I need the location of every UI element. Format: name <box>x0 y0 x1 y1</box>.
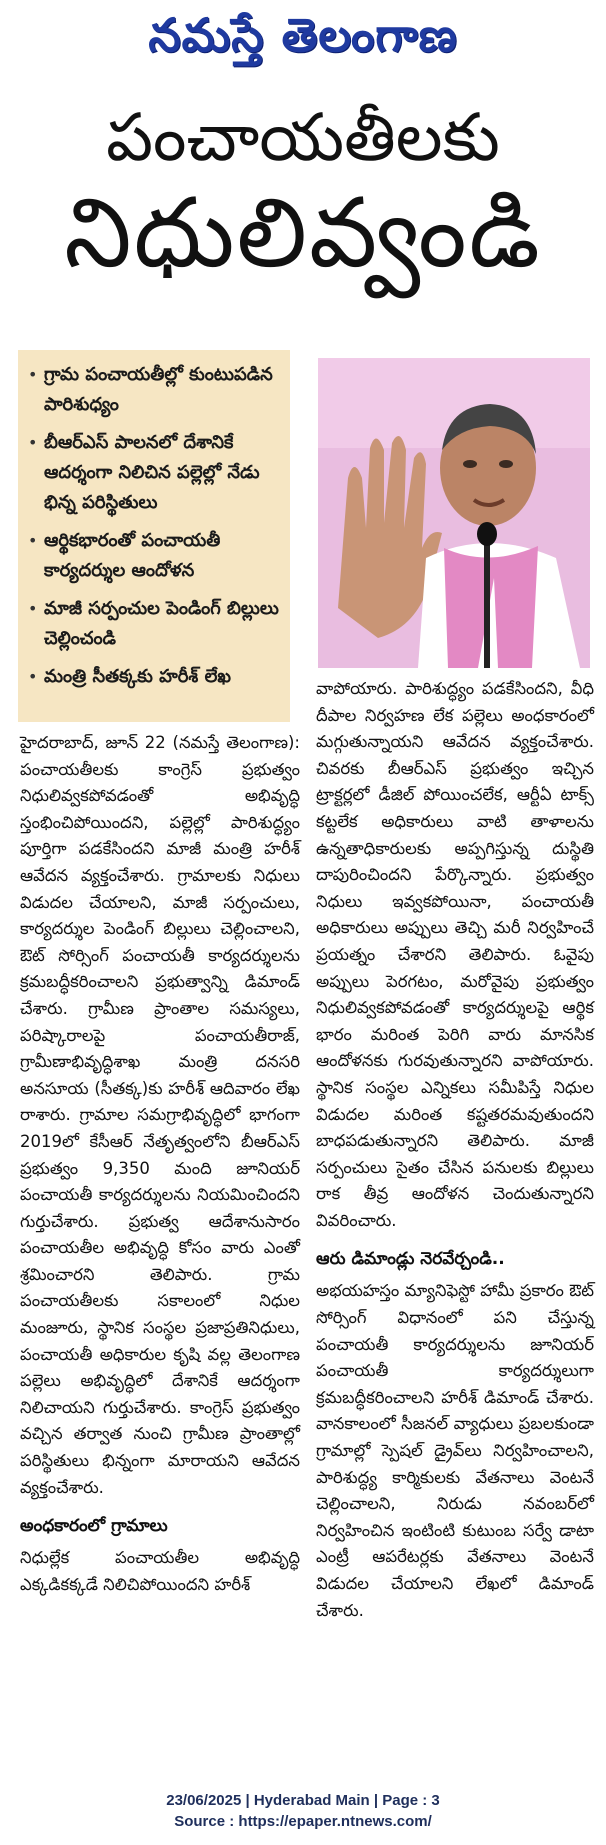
harish-photo <box>318 358 590 668</box>
portrait-illustration <box>318 358 590 668</box>
bullet-icon: • <box>28 599 38 618</box>
article-column-left <box>20 730 300 1598</box>
highlight-item <box>28 360 280 420</box>
bullet-icon: • <box>28 365 38 384</box>
highlight-text: మంత్రి సీతక్కకు హరీశ్ లేఖ <box>44 666 231 687</box>
article-subheading: ఆరు డిమాండ్లు నెరవేర్చండి.. <box>316 1249 505 1270</box>
highlight-text: బీఆర్ఎస్ పాలనలో దేశానికే ఆదర్శంగా నిలిచిన పల్లెల్లో నేడు భిన్న పరిస్థితులు <box>44 432 260 513</box>
highlights-box <box>18 350 290 722</box>
footer-source: Source : https://epaper.ntnews.com/ <box>174 1813 432 1830</box>
bullet-icon: • <box>28 433 38 452</box>
highlight-item <box>28 428 280 518</box>
article-paragraph: అభయహస్తం మ్యానిఫెస్టో హామీ ప్రకారం ఔట్ సోర్సింగ్ విధానంలో పని చేస్తున్న పంచాయతీ కార్యదర్శులను జూనియర్ పంచాయతీ కార్యదర్శులుగా క్రమబద్ధీకరించాలని హరీశ్ డిమాండ్ చేశారు. వానకాలంలో సీజనల్ వ్యాధులు ప్రబలకుండా గ్రామాల్లో స్పెషల్ డ్రైవ్‌లు నిర్వహించాలని, పారిశుద్ధ్య కార్మికులకు వేతనాలు వెంటనే చెల్లించాలని, నిరుడు నవంబర్‌లో నిర్వహించిన ఇంటింటి కుటుంబ సర్వే డాటా ఎంట్రీ ఆపరేటర్లకు వేతనాలు వెంటనే విడుదల చేయాలని లేఖలో డిమాండ్ చేశారు. <box>316 1281 594 1620</box>
article-subheading: అంధకారంలో గ్రామాలు <box>20 1516 168 1537</box>
bullet-icon: • <box>28 667 38 686</box>
article-paragraph: వాపోయారు. పారిశుద్ధ్యం పడకేసిందని, వీధి దీపాల నిర్వహణ లేక పల్లెలు అంధకారంలో మగ్గుతున్నాయని ఆవేదన వ్యక్తంచేశారు. చివరకు బీఆర్ఎస్ ప్రభుత్వం ఇచ్చిన ట్రాక్టర్లలో డీజిల్ పోయించలేక, ఆర్టీఏ టాక్స్ కట్టలేక అధికారులు వాటి తాళాలను ఉన్నతాధికారులకు అప్పగిస్తున్న దుస్థితి దాపురించిందని పేర్కొన్నారు. ప్రభుత్వం నిధులు ఇవ్వకపోయినా, పంచాయతీ అధికారులు అప్పులు తెచ్చి మరీ నిర్వహించే ప్రయత్నం చేశారని తెలిపారు. ఓవైపు అప్పులు పెరగటం, మరోవైపు ప్రభుత్వం నిధులివ్వకపోవడంతో కార్యదర్శులపై ఆర్థిక భారం మరింత పెరిగి వారు మానసిక ఆందోళనకు గురవుతున్నారని వాపోయారు. స్థానిక సంస్థల ఎన్నికలు సమీపిస్తే నిధుల విడుదల మరింత కష్టతరమవుతుందని బాధపడుతున్నారని తెలిపారు. మాజీ సర్పంచులు సైతం చేసిన పనులకు బిల్లులు రాక తీవ్ర ఆందోళన చెందుతున్నారని వివరించారు. <box>316 679 594 1230</box>
headline-line2: నిధులివ్వండి <box>64 177 542 289</box>
article-paragraph: హైదరాబాద్, జూన్ 22 (నమస్తే తెలంగాణ): పంచాయతీలకు కాంగ్రెస్ ప్రభుత్వం నిధులివ్వకపోవడంతో అభివృద్ధి స్తంభించిపోయిందని, పల్లెల్లో పారిశుద్ధ్యం పూర్తిగా పడకేసిందని మాజీ మంత్రి హరీశ్ ఆవేదన వ్యక్తంచేశారు. గ్రామాలకు నిధులు విడుదల చేయాలని, మాజీ సర్పంచులు, కార్యదర్శుల పెండింగ్ బిల్లులు చెల్లించాలని, ఔట్ సోర్సింగ్ పంచాయతీ కార్యదర్శులను క్రమబద్ధీకరించాలని ప్రభుత్వాన్ని డిమాండ్ చేశారు. గ్రామీణ ప్రాంతాల సమస్యలు, పరిష్కారాలపై పంచాయతీరాజ్, గ్రామీణాభివృద్ధిశాఖ మంత్రి దనసరి అనసూయ (సీతక్క)కు హరీశ్ ఆదివారం లేఖ రాశారు. గ్రామాల సమగ్రాభివృద్ధిలో భాగంగా 2019లో కేసీఆర్ నేతృత్వంలోని బీఆర్ఎస్ ప్రభుత్వం 9,350 మంది జూనియర్ పంచాయతీ కార్యదర్శులను నియమించిందని గుర్తుచేశారు. ప్రభుత్వ ఆదేశానుసారం పంచాయతీల అభివృద్ధి కోసం వారు ఎంతో శ్రమించారని తెలిపారు. గ్రామ పంచాయతీలకు సకాలంలో నిధుల మంజూరు, స్థానిక సంస్థల ప్రజాప్రతినిధులు, పంచాయతీ అధికారుల కృషి వల్ల తెలంగాణ పల్లెలు అభివృద్ధిలో దేశానికే ఆదర్శంగా నిలిచాయని గుర్తుచేశారు. కాంగ్రెస్ ప్రభుత్వం వచ్చిన తర్వాత నుంచి గ్రామీణ ప్రాంతాల్లో పరిస్థితులు భిన్నంగా మారాయని ఆవేదన వ్యక్తంచేశారు. <box>20 733 300 1497</box>
highlight-text: గ్రామ పంచాయతీల్లో కుంటుపడిన పారిశుధ్యం <box>44 364 273 415</box>
highlight-item <box>28 594 280 654</box>
highlight-text: మాజీ సర్పంచుల పెండింగ్ బిల్లులు చెల్లించండి <box>44 598 279 649</box>
masthead-logo: నమస్తే తెలంగాణ <box>148 8 458 62</box>
highlight-item <box>28 662 280 692</box>
bullet-icon: • <box>28 531 38 550</box>
footer <box>0 1790 606 1832</box>
footer-dateline: 23/06/2025 | Hyderabad Main | Page : 3 <box>166 1792 440 1809</box>
highlight-text: ఆర్థికభారంతో పంచాయతీ కార్యదర్శుల ఆందోళన <box>44 530 221 581</box>
headline-line1: పంచాయతీలకు <box>106 99 500 176</box>
article-paragraph: నిధుల్లేక పంచాయతీల అభివృద్ధి ఎక్కడికక్కడే నిలిచిపోయిందని హరీశ్ <box>20 1548 300 1594</box>
article-column-right <box>316 676 594 1624</box>
highlight-item <box>28 526 280 586</box>
